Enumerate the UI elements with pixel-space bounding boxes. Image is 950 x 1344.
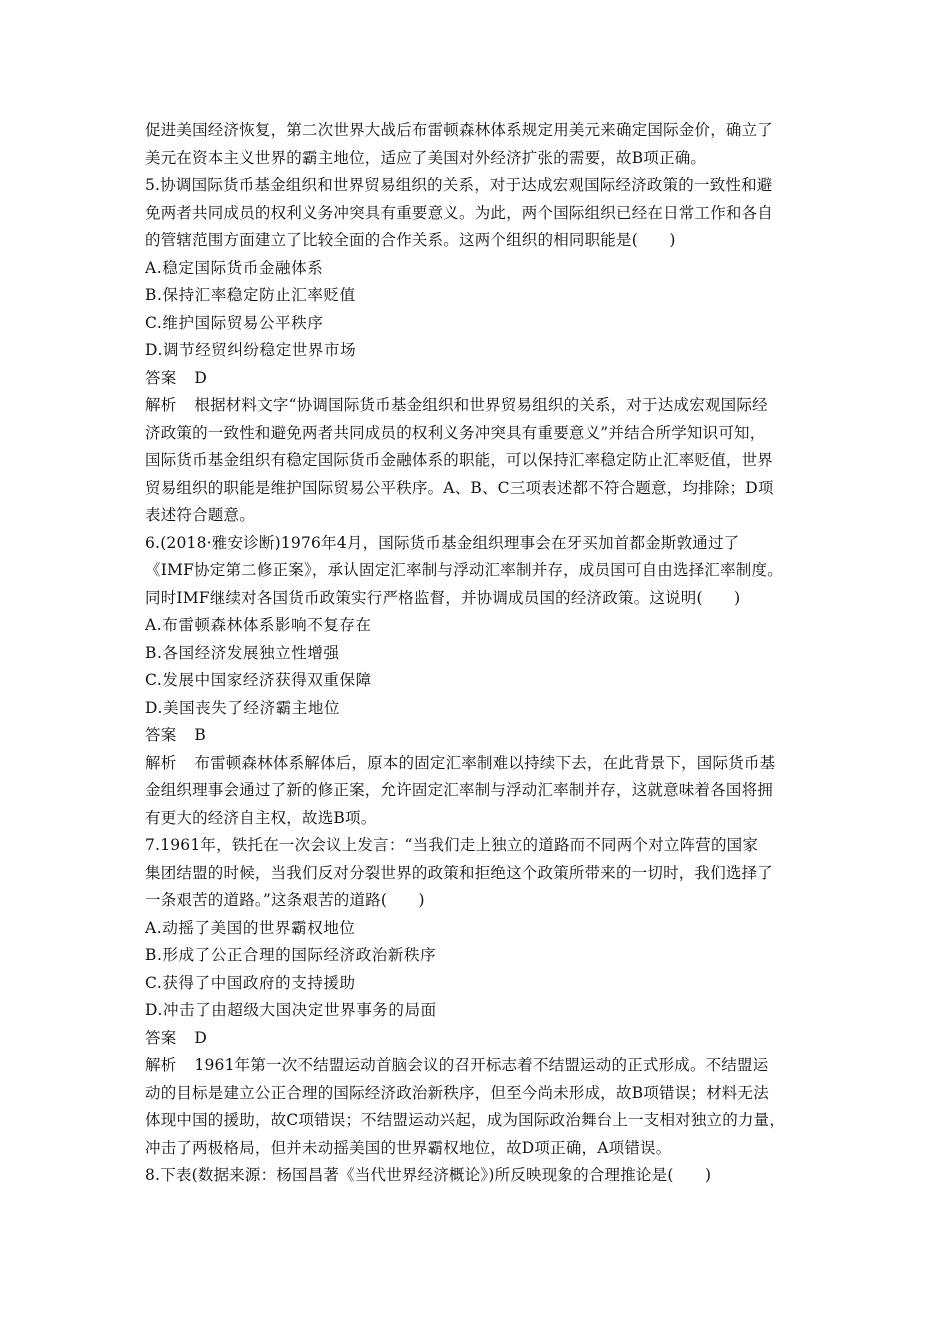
question-stem-line: 一条艰苦的道路。”这条艰苦的道路( ) (145, 891, 425, 909)
document-page (145, 117, 817, 1190)
text-line: 美元在资本主义世界的霸主地位，适应了美国对外经济扩张的需要，故B项正确。 (145, 148, 707, 167)
analysis-text: 根据材料文字“协调国际货币基金组织和世界贸易组织的关系，对于达成宏观国际经 (194, 396, 768, 414)
answer-label: 答案 (145, 726, 177, 744)
analysis-text: 1961年第一次不结盟运动首脑会议的召开标志着不结盟运动的正式形成。不结盟运 (194, 1056, 769, 1074)
question-8 (145, 1162, 817, 1190)
analysis-line: 表述符合题意。 (145, 506, 255, 524)
analysis-line: 有更大的经济自主权，故选B项。 (145, 808, 377, 827)
question-stem-line: 5.协调国际货币基金组织和世界贸易组织的关系，对于达成宏观国际经济政策的一致性和避 (145, 176, 773, 194)
analysis-label: 解析 (145, 1056, 177, 1074)
answer-line (145, 365, 817, 393)
analysis-text: 布雷顿森林体系解体后，原本的固定汇率制难以持续下去，在此背景下，国际货币基 (194, 753, 776, 772)
question-6 (145, 530, 817, 833)
analysis-label: 解析 (145, 753, 177, 772)
intro-paragraph (145, 117, 817, 172)
analysis-line: 国际货币基金组织有稳定国际货币金融体系的职能，可以保持汇率稳定防止汇率贬值，世界 (145, 451, 774, 469)
option-d: D.调节经贸纠纷稳定世界市场 (145, 341, 357, 359)
answer-value: B (194, 726, 206, 744)
answer-value: D (194, 1028, 208, 1047)
analysis-line: 冲击了两极格局，但并未动摇美国的世界霸权地位，故D项正确，A项错误。 (145, 1138, 672, 1157)
option-b: B.形成了公正合理的国际经济政治新秩序 (145, 946, 437, 964)
analysis-label: 解析 (145, 396, 177, 414)
option-a: A.稳定国际货币金融体系 (145, 258, 324, 277)
option-a: A.动摇了美国的世界霸权地位 (145, 918, 356, 937)
question-stem-line: 7.1961年，铁托在一次会议上发言：“当我们走上独立的道路而不同两个对立阵营的国家 (145, 836, 759, 854)
analysis-line (145, 750, 817, 778)
question-stem-line: 6.(2018·雅安诊断)1976年4月，国际货币基金组织理事会在牙买加首都金斯敦通过了 (145, 533, 740, 552)
analysis-line: 体现中国的援助，故C项错误；不结盟运动兴起，成为国际政治舞台上一支相对独立的力量， (145, 1111, 786, 1129)
question-stem-line: 同时IMF继续对各国货币政策实行严格监督，并协调成员国的经济政策。这说明( ) (145, 588, 741, 607)
question-5 (145, 172, 817, 530)
question-stem-line: 8.下表(数据来源：杨国昌著《当代世界经济概论》)所反映现象的合理推论是( ) (145, 1166, 712, 1184)
question-stem-line: 免两者共同成员的权利义务冲突具有重要意义。为此，两个国际组织已经在日常工作和各自 (145, 203, 774, 222)
answer-line (145, 722, 817, 750)
analysis-line: 济政策的一致性和避免两者共同成员的权利义务冲突具有重要意义”并结合所学知识可知， (145, 423, 766, 442)
answer-label: 答案 (145, 1028, 177, 1047)
analysis-line: 贸易组织的职能是维护国际贸易公平秩序。A、B、C三项表述都不符合题意，均排除；D项 (145, 478, 774, 497)
analysis-line (145, 392, 817, 420)
analysis-line: 金组织理事会通过了新的修正案，允许固定汇率制与浮动汇率制并存，这就意味着各国将拥 (145, 781, 774, 799)
answer-value: D (194, 368, 208, 387)
question-7 (145, 832, 817, 1162)
question-stem-line: 集团结盟的时候，当我们反对分裂世界的政策和拒绝这个政策所带来的一切时，我们选择了 (145, 863, 774, 882)
answer-label: 答案 (145, 368, 177, 387)
answer-line (145, 1025, 817, 1053)
option-a: A.布雷顿森林体系影响不复存在 (145, 616, 372, 634)
question-stem-line: 《IMF协定第二修正案》，承认固定汇率制与浮动汇率制并存，成员国可自由选择汇率制度。 (145, 561, 783, 579)
text-line: 促进美国经济恢复，第二次世界大战后布雷顿森林体系规定用美元来确定国际金价，确立了 (145, 121, 774, 139)
option-b: B.保持汇率稳定防止汇率贬值 (145, 286, 356, 304)
option-d: D.冲击了由超级大国决定世界事务的局面 (145, 1001, 437, 1019)
option-c: C.维护国际贸易公平秩序 (145, 313, 324, 332)
option-d: D.美国丧失了经济霸主地位 (145, 698, 341, 717)
question-stem-line: 的管辖范围方面建立了比较全面的合作关系。这两个组织的相同职能是( ) (145, 231, 676, 249)
option-c: C.获得了中国政府的支持援助 (145, 973, 356, 992)
option-c: C.发展中国家经济获得双重保障 (145, 671, 372, 689)
option-b: B.各国经济发展独立性增强 (145, 643, 340, 662)
analysis-line: 动的目标是建立公正合理的国际经济政治新秩序，但至今尚未形成，故B项错误；材料无法 (145, 1083, 769, 1102)
analysis-line (145, 1052, 817, 1080)
